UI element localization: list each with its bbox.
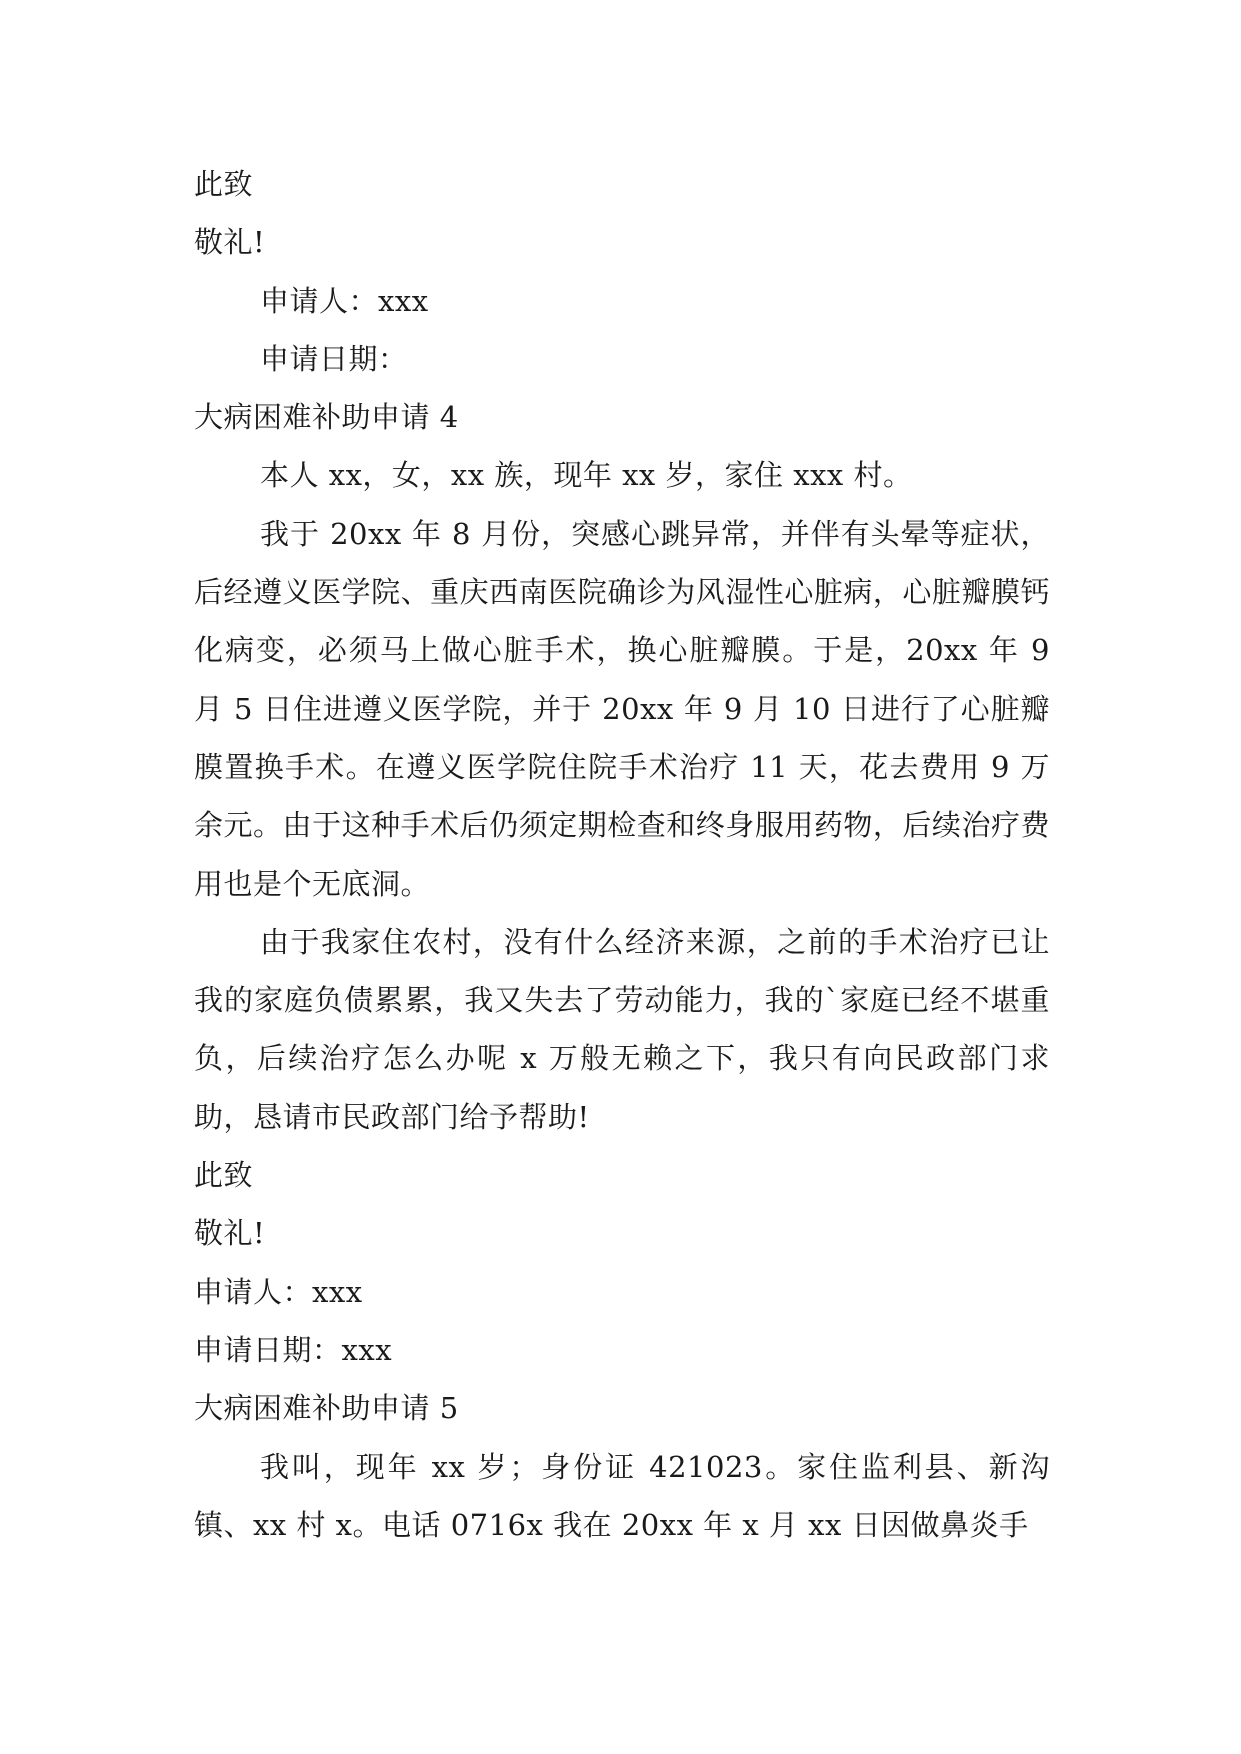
date-line: 申请日期： bbox=[260, 341, 408, 376]
section-title: 大病困难补助申请 5 bbox=[194, 1391, 459, 1426]
applicant-line: 申请人：xxx bbox=[194, 1274, 363, 1309]
date-line: 申请日期：xxx bbox=[194, 1332, 393, 1367]
paragraph: 我叫，现年 xx 岁；身份证 421023。家住监利县、新沟镇、xx 村 x。电话 0716x 我在 20xx 年 x 月 xx 日因做鼻炎手 bbox=[194, 1449, 1050, 1542]
document-body bbox=[194, 155, 1050, 1554]
closing-text: 此致 bbox=[194, 167, 254, 201]
applicant-line: 申请人：xxx bbox=[260, 283, 429, 318]
paragraph: 我于 20xx 年 8 月份，突感心跳异常，并伴有头晕等症状，后经遵义医学院、重庆西南医院确诊为风湿性心脏病，心脏瓣膜钙化病变，必须马上做心脏手术，换心脏瓣膜。于是，20xx 年 9 月 5 日住进遵义医学院，并于 20xx 年 9 月 10 日进行了心脏瓣膜置换手术。在遵义医学院住院手术治疗 11 天，花去费用 9 万余元。由于这种手术后仍须定期检查和终身服用药物，后续治疗费用也是个无底洞。 bbox=[194, 516, 1050, 901]
paragraph: 由于我家住农村，没有什么经济来源，之前的手术治疗已让我的家庭负债累累，我又失去了劳动能力，我的`家庭已经不堪重负，后续治疗怎么办呢 x 万般无赖之下，我只有向民政部门求助，恳请市民政部门给予帮助! bbox=[194, 924, 1050, 1134]
salutation-text: 敬礼! bbox=[194, 1216, 266, 1251]
section-title: 大病困难补助申请 4 bbox=[194, 400, 459, 435]
paragraph: 本人 xx，女，xx 族，现年 xx 岁，家住 xxx 村。 bbox=[260, 458, 913, 493]
closing-text: 此致 bbox=[194, 1158, 254, 1193]
salutation-text: 敬礼! bbox=[194, 225, 266, 260]
